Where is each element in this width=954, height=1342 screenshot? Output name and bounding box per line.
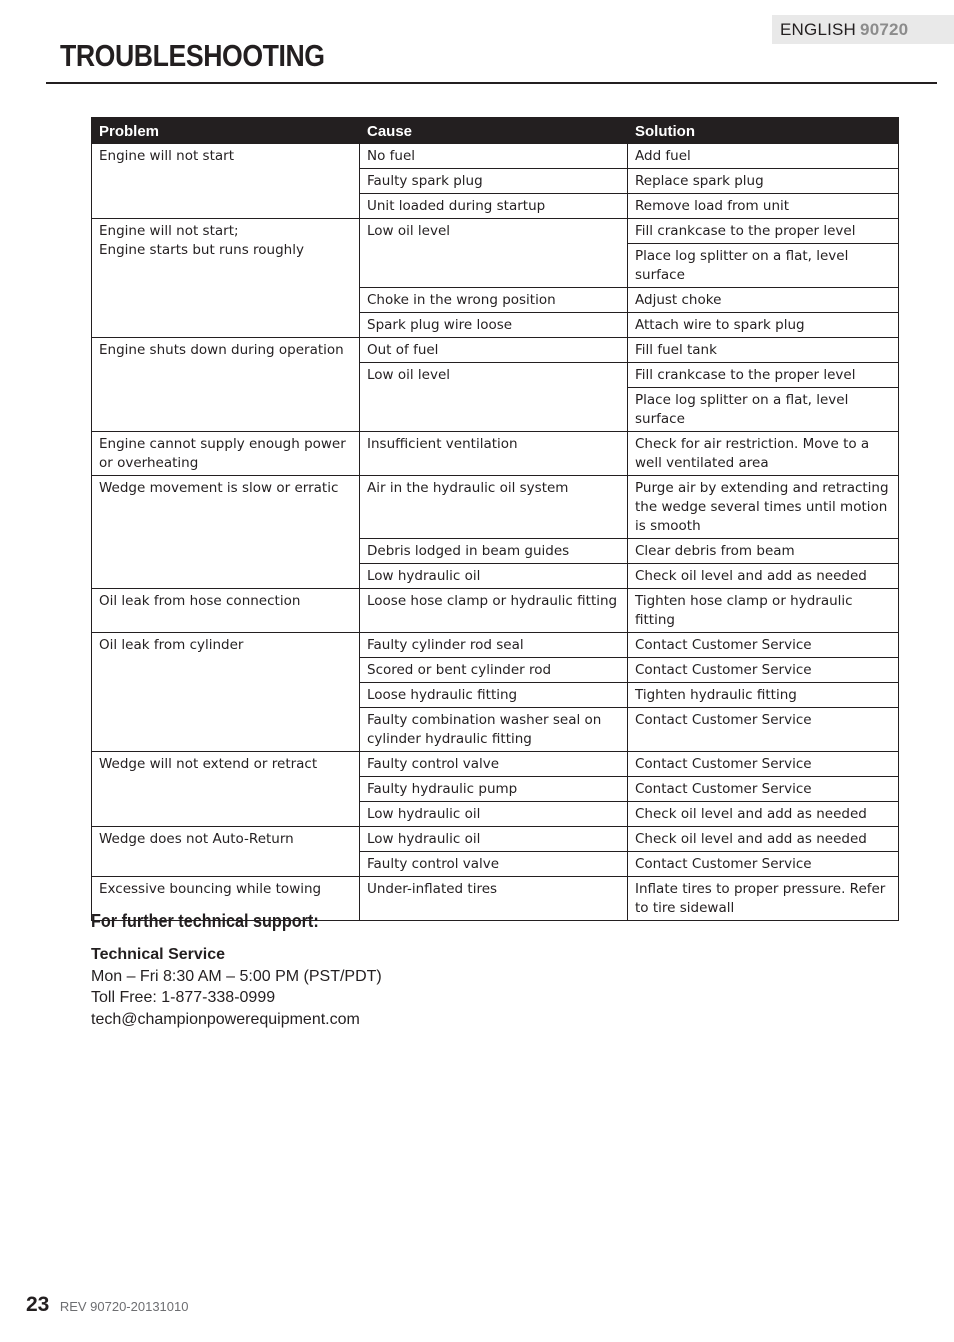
solution-cell: Contact Customer Service [628,633,899,658]
solution-cell: Fill fuel tank [628,338,899,363]
problem-text: Wedge movement is slow or erratic [99,480,339,496]
cause-cell: Faulty hydraulic pump [360,777,628,802]
model-number: 90720 [860,20,909,39]
cause-cell: Scored or bent cylinder rod [360,658,628,683]
cause-cell: Debris lodged in beam guides [360,539,628,564]
language-tab [772,15,954,44]
solution-cell: Contact Customer Service [628,852,899,877]
table-row [92,338,899,363]
solution-cell: Remove load from unit [628,194,899,219]
support-contact [91,944,382,1030]
solution-cell: Contact Customer Service [628,708,899,752]
header-solution: Solution [628,118,899,144]
cause-cell: No fuel [360,144,628,169]
problem-text: Wedge does not Auto-Return [99,831,294,847]
solution-cell: Attach wire to spark plug [628,313,899,338]
solution-cell: Check for air restriction. Move to a well ventilated area [628,432,899,476]
problem-text: Engine will not start; [99,223,239,239]
problem-cell [92,827,360,877]
problem-text: Oil leak from hose connection [99,593,301,609]
cause-cell: Faulty control valve [360,852,628,877]
cause-cell: Spark plug wire loose [360,313,628,338]
language-label: ENGLISH [780,20,857,39]
table-header-row [92,118,899,144]
solution-cell: Fill crankcase to the proper level [628,219,899,244]
problem-text: Engine will not start [99,148,234,164]
table-row [92,476,899,539]
problem-cell [92,633,360,752]
service-hours: Mon – Fri 8:30 AM – 5:00 PM (PST/PDT) [91,967,382,985]
cause-cell: Low hydraulic oil [360,564,628,589]
problem-text: Excessive bouncing while towing [99,881,322,897]
solution-cell: Inflate tires to proper pressure. Refer to tire sidewall [628,877,899,921]
table-row [92,432,899,476]
solution-cell: Check oil level and add as needed [628,802,899,827]
solution-cell: Clear debris from beam [628,539,899,564]
cause-cell: Faulty combination washer seal on cylinder hydraulic fitting [360,708,628,752]
title-divider [46,82,937,84]
solution-cell: Tighten hose clamp or hydraulic fitting [628,589,899,633]
cause-cell: Low oil level [360,363,628,432]
cause-cell: Faulty control valve [360,752,628,777]
cause-cell: Insufficient ventilation [360,432,628,476]
table-row [92,633,899,658]
solution-cell: Check oil level and add as needed [628,827,899,852]
service-name: Technical Service [91,946,225,963]
solution-cell: Tighten hydraulic fitting [628,683,899,708]
problem-cell [92,589,360,633]
problem-text: Engine shuts down during operation [99,342,344,358]
solution-cell: Add fuel [628,144,899,169]
cause-cell: Unit loaded during startup [360,194,628,219]
problem-cell [92,144,360,219]
solution-cell: Contact Customer Service [628,658,899,683]
page-number: 23 [26,1293,50,1316]
cause-cell: Faulty cylinder rod seal [360,633,628,658]
problem-text: Engine cannot supply enough power or overheating [99,436,346,471]
cause-cell: Loose hydraulic fitting [360,683,628,708]
cause-cell: Under-inflated tires [360,877,628,921]
table-body [92,144,899,921]
header-cause: Cause [360,118,628,144]
solution-cell: Contact Customer Service [628,777,899,802]
solution-cell: Adjust choke [628,288,899,313]
table-row [92,827,899,852]
problem-cell [92,752,360,827]
cause-cell: Low hydraulic oil [360,802,628,827]
cause-cell: Low hydraulic oil [360,827,628,852]
header-problem: Problem [92,118,360,144]
cause-cell: Faulty spark plug [360,169,628,194]
toll-free-number: Toll Free: 1-877-338-0999 [91,989,276,1006]
solution-cell: Fill crankcase to the proper level [628,363,899,388]
solution-cell: Check oil level and add as needed [628,564,899,589]
problem-cell [92,338,360,432]
cause-cell: Low oil level [360,219,628,288]
problem-text: Wedge will not extend or retract [99,756,318,772]
page-title: TROUBLESHOOTING [60,38,325,73]
revision-code: REV 90720-20131010 [59,1299,189,1314]
problem-cell [92,476,360,589]
table-row [92,752,899,777]
solution-cell: Place log splitter on a flat, level surface [628,388,899,432]
cause-cell: Choke in the wrong position [360,288,628,313]
solution-cell: Purge air by extending and retracting the wedge several times until motion is smooth [628,476,899,539]
cause-cell: Loose hose clamp or hydraulic fitting [360,589,628,633]
cause-cell: Out of fuel [360,338,628,363]
support-email[interactable]: tech@championpowerequipment.com [91,1010,360,1028]
solution-cell: Replace spark plug [628,169,899,194]
problem-text: Engine starts but runs roughly [99,242,304,258]
table-row [92,144,899,169]
support-heading: For further technical support: [91,911,319,931]
cause-cell: Air in the hydraulic oil system [360,476,628,539]
table-row [92,589,899,633]
problem-cell [92,432,360,476]
problem-cell [92,219,360,338]
solution-cell: Place log splitter on a flat, level surface [628,244,899,288]
page-footer [26,1293,188,1317]
problem-text: Oil leak from cylinder [99,637,244,653]
solution-cell: Contact Customer Service [628,752,899,777]
table-row [92,219,899,244]
troubleshooting-table [91,117,899,921]
